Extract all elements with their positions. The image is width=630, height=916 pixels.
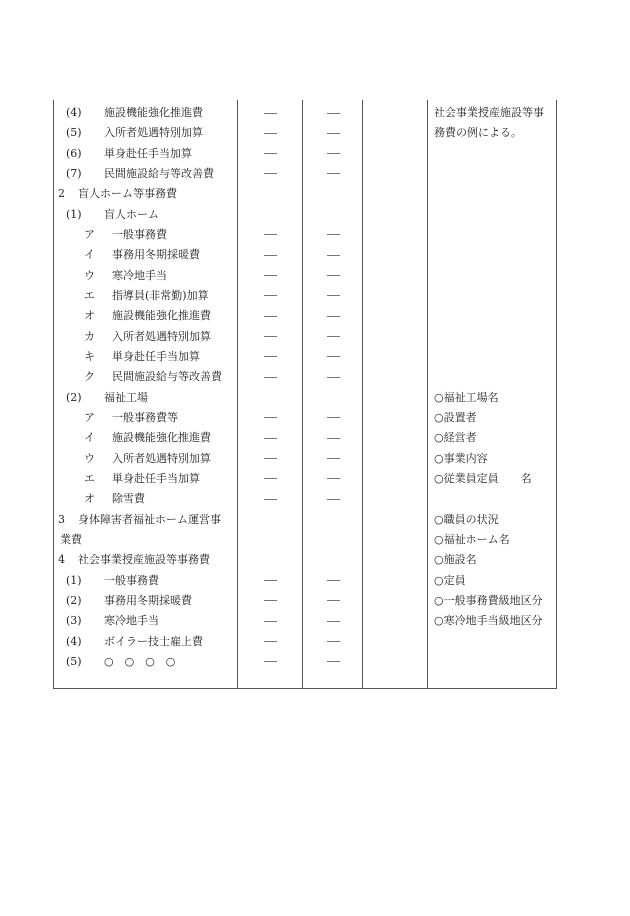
item-number: (2) <box>66 390 82 404</box>
table-row <box>54 266 558 286</box>
item-kana-marker: ア <box>84 227 95 241</box>
item-label-cell <box>54 123 250 143</box>
table-row <box>54 184 558 204</box>
amount-cell-b <box>303 591 363 611</box>
table-row <box>54 510 558 530</box>
amount-cell-a <box>238 571 303 591</box>
item-label-cell <box>54 103 250 123</box>
table-row <box>54 144 558 164</box>
amount-cell-a <box>238 225 303 245</box>
item-kana-marker: ク <box>84 370 95 384</box>
item-number: (6) <box>66 146 82 160</box>
item-label-cell <box>54 184 242 204</box>
item-label-cell <box>54 286 268 306</box>
item-label-cell <box>54 632 250 652</box>
dash-mark <box>264 458 277 459</box>
amount-cell-b <box>303 449 363 469</box>
note-cell: ○従業員定員 名 <box>434 471 532 485</box>
item-number: (5) <box>66 126 82 140</box>
item-label-cell <box>54 327 268 347</box>
table-row <box>54 571 558 591</box>
note-cell: ○福祉ホーム名 <box>434 532 510 546</box>
note-cell: ○一般事務費級地区分 <box>434 593 543 607</box>
section-number: 3 <box>58 512 65 526</box>
amount-cell-b <box>303 469 363 489</box>
dash-mark <box>327 580 340 581</box>
dash-mark <box>327 295 340 296</box>
amount-cell-b <box>303 611 363 631</box>
item-label: 寒冷地手当 <box>104 614 159 628</box>
item-kana-marker: オ <box>84 492 95 506</box>
dash-mark <box>327 173 340 174</box>
section-number: 2 <box>58 187 65 201</box>
note-cell: ○設置者 <box>434 410 477 424</box>
item-kana-marker: オ <box>84 309 95 323</box>
item-label-cell <box>54 225 268 245</box>
table-row <box>54 591 558 611</box>
dash-mark <box>327 377 340 378</box>
item-label: 民間施設給与等改善費 <box>112 370 222 384</box>
amount-cell-a <box>238 164 303 184</box>
item-label: 施設機能強化推進費 <box>104 106 203 119</box>
item-label: 除雪費 <box>112 492 145 506</box>
dash-mark <box>327 417 340 418</box>
table-row <box>54 469 558 489</box>
table-row <box>54 489 558 509</box>
item-label: 入所者処遇特別加算 <box>104 126 203 140</box>
dash-mark <box>327 621 340 622</box>
amount-cell-a <box>238 469 303 489</box>
item-label: 業費 <box>60 532 82 546</box>
table-row <box>54 611 558 631</box>
item-number: (4) <box>66 634 82 648</box>
item-label-cell <box>54 449 268 469</box>
item-label: 社会事業授産施設等事務費 <box>78 553 210 567</box>
dash-mark <box>327 133 340 134</box>
dash-mark <box>327 255 340 256</box>
amount-cell-a <box>238 306 303 326</box>
table-row <box>54 428 558 448</box>
table-row <box>54 449 558 469</box>
item-label: 福祉工場 <box>104 390 148 404</box>
item-label-cell <box>54 306 268 326</box>
item-number: (1) <box>66 207 82 221</box>
item-number: (4) <box>66 106 82 119</box>
dash-mark <box>264 499 277 500</box>
item-kana-marker: エ <box>84 471 95 485</box>
item-label: 施設機能強化推進費 <box>112 309 211 323</box>
item-number: (5) <box>66 654 82 668</box>
amount-cell-a <box>238 591 303 611</box>
item-number: (1) <box>66 573 82 587</box>
amount-cell-b <box>303 123 363 143</box>
dash-mark <box>327 641 340 642</box>
item-label: 盲人ホーム等事務費 <box>78 187 177 201</box>
item-label-cell <box>54 591 250 611</box>
table-row <box>54 103 558 123</box>
dash-mark <box>327 356 340 357</box>
dash-mark <box>264 153 277 154</box>
dash-mark <box>264 600 277 601</box>
amount-cell-a <box>238 489 303 509</box>
note-cell: ○職員の状況 <box>434 512 499 526</box>
dash-mark <box>264 234 277 235</box>
amount-cell-a <box>238 266 303 286</box>
amount-cell-b <box>303 306 363 326</box>
item-label-cell <box>54 489 268 509</box>
dash-mark <box>264 661 277 662</box>
table-row <box>54 164 558 184</box>
item-label: 単身赴任手当加算 <box>104 146 192 160</box>
item-label-cell <box>54 571 250 591</box>
dash-mark <box>264 356 277 357</box>
dash-mark <box>264 255 277 256</box>
item-kana-marker: ウ <box>84 451 95 465</box>
dash-mark <box>327 113 340 114</box>
item-kana-marker: ウ <box>84 268 95 282</box>
note-cell: ○寒冷地手当級地区分 <box>434 614 543 628</box>
amount-cell-a <box>238 449 303 469</box>
table-row <box>54 388 558 408</box>
amount-cell-b <box>303 571 363 591</box>
table-row <box>54 530 558 550</box>
item-number: (2) <box>66 593 82 607</box>
expense-table <box>53 100 557 689</box>
item-label-cell <box>54 510 242 530</box>
dash-mark <box>327 600 340 601</box>
amount-cell-b <box>303 428 363 448</box>
item-label: ボイラー技士雇上費 <box>104 634 203 648</box>
table-row <box>54 123 558 143</box>
item-label: 事務用冬期採暖費 <box>112 248 200 262</box>
dash-mark <box>264 336 277 337</box>
amount-cell-b <box>303 286 363 306</box>
item-label: 盲人ホーム <box>104 207 159 221</box>
dash-mark <box>327 458 340 459</box>
amount-cell-b <box>303 327 363 347</box>
dash-mark <box>327 234 340 235</box>
item-label: 単身赴任手当加算 <box>112 471 200 485</box>
item-label: 一般事務費 <box>104 573 159 587</box>
item-kana-marker: ア <box>84 410 95 424</box>
dash-mark <box>264 641 277 642</box>
item-kana-marker: カ <box>84 329 95 343</box>
table-row <box>54 225 558 245</box>
item-label-cell <box>54 652 250 672</box>
note-cell: 社会事業授産施設等事 <box>434 106 544 119</box>
amount-cell-b <box>303 408 363 428</box>
dash-mark <box>264 621 277 622</box>
item-label-cell <box>54 550 242 570</box>
amount-cell-b <box>303 489 363 509</box>
table-row <box>54 550 558 570</box>
table-row <box>54 306 558 326</box>
amount-cell-b <box>303 347 363 367</box>
table-row <box>54 327 558 347</box>
amount-cell-a <box>238 408 303 428</box>
amount-cell-b <box>303 225 363 245</box>
amount-cell-a <box>238 428 303 448</box>
table-row <box>54 632 558 652</box>
item-label: 入所者処遇特別加算 <box>112 329 211 343</box>
item-number: (7) <box>66 166 82 180</box>
note-cell: ○事業内容 <box>434 451 488 465</box>
amount-cell-b <box>303 632 363 652</box>
amount-cell-a <box>238 347 303 367</box>
item-kana-marker: イ <box>84 248 95 262</box>
amount-cell-a <box>238 367 303 387</box>
amount-cell-b <box>303 164 363 184</box>
note-cell: ○施設名 <box>434 553 477 567</box>
table-row <box>54 408 558 428</box>
item-label: ○ ○ ○ ○ <box>104 654 176 668</box>
item-label: 単身赴任手当加算 <box>112 349 200 363</box>
amount-cell-b <box>303 144 363 164</box>
note-cell: ○福祉工場名 <box>434 390 499 404</box>
amount-cell-a <box>238 245 303 265</box>
item-label: 入所者処遇特別加算 <box>112 451 211 465</box>
dash-mark <box>327 275 340 276</box>
item-label: 指導員(非常勤)加算 <box>112 288 209 302</box>
item-label: 寒冷地手当 <box>112 268 167 282</box>
item-label-cell <box>54 469 268 489</box>
amount-cell-a <box>238 144 303 164</box>
item-label: 事務用冬期採暖費 <box>104 593 192 607</box>
dash-mark <box>264 295 277 296</box>
item-label-cell <box>54 245 268 265</box>
table-row <box>54 347 558 367</box>
note-cell: ○経営者 <box>434 431 477 445</box>
amount-cell-b <box>303 367 363 387</box>
item-label-cell <box>54 367 268 387</box>
table-row <box>54 245 558 265</box>
item-label-cell <box>54 611 250 631</box>
amount-cell-b <box>303 245 363 265</box>
item-label-cell <box>54 266 268 286</box>
item-label: 一般事務費等 <box>112 410 178 424</box>
dash-mark <box>327 478 340 479</box>
dash-mark <box>264 478 277 479</box>
item-label-cell <box>54 530 244 550</box>
dash-mark <box>264 133 277 134</box>
item-label-cell <box>54 144 250 164</box>
note-cell: 務費の例による。 <box>434 126 522 140</box>
amount-cell-a <box>238 123 303 143</box>
amount-cell-b <box>303 103 363 123</box>
dash-mark <box>264 173 277 174</box>
amount-cell-a <box>238 286 303 306</box>
note-cell: ○定員 <box>434 573 466 587</box>
dash-mark <box>264 377 277 378</box>
section-number: 4 <box>58 553 65 567</box>
amount-cell-a <box>238 652 303 672</box>
item-label: 身体障害者福祉ホーム運営事 <box>78 512 221 526</box>
dash-mark <box>327 438 340 439</box>
table-row <box>54 286 558 306</box>
dash-mark <box>327 153 340 154</box>
item-kana-marker: イ <box>84 431 95 445</box>
table-row <box>54 652 558 672</box>
item-label: 一般事務費 <box>112 227 167 241</box>
amount-cell-a <box>238 611 303 631</box>
item-kana-marker: エ <box>84 288 95 302</box>
item-label: 施設機能強化推進費 <box>112 431 211 445</box>
item-label-cell <box>54 164 250 184</box>
dash-mark <box>327 661 340 662</box>
dash-mark <box>264 417 277 418</box>
dash-mark <box>327 336 340 337</box>
amount-cell-b <box>303 652 363 672</box>
dash-mark <box>327 316 340 317</box>
item-label-cell <box>54 408 268 428</box>
item-label-cell <box>54 205 250 225</box>
amount-cell-a <box>238 103 303 123</box>
dash-mark <box>327 499 340 500</box>
item-kana-marker: キ <box>84 349 95 363</box>
dash-mark <box>264 275 277 276</box>
amount-cell-a <box>238 327 303 347</box>
dash-mark <box>264 580 277 581</box>
dash-mark <box>264 316 277 317</box>
amount-cell-a <box>238 632 303 652</box>
item-label: 民間施設給与等改善費 <box>104 166 214 180</box>
item-number: (3) <box>66 614 82 628</box>
item-label-cell <box>54 388 250 408</box>
item-label-cell <box>54 428 268 448</box>
amount-cell-b <box>303 266 363 286</box>
table-row <box>54 205 558 225</box>
item-label-cell <box>54 347 268 367</box>
table-row <box>54 367 558 387</box>
dash-mark <box>264 113 277 114</box>
dash-mark <box>264 438 277 439</box>
